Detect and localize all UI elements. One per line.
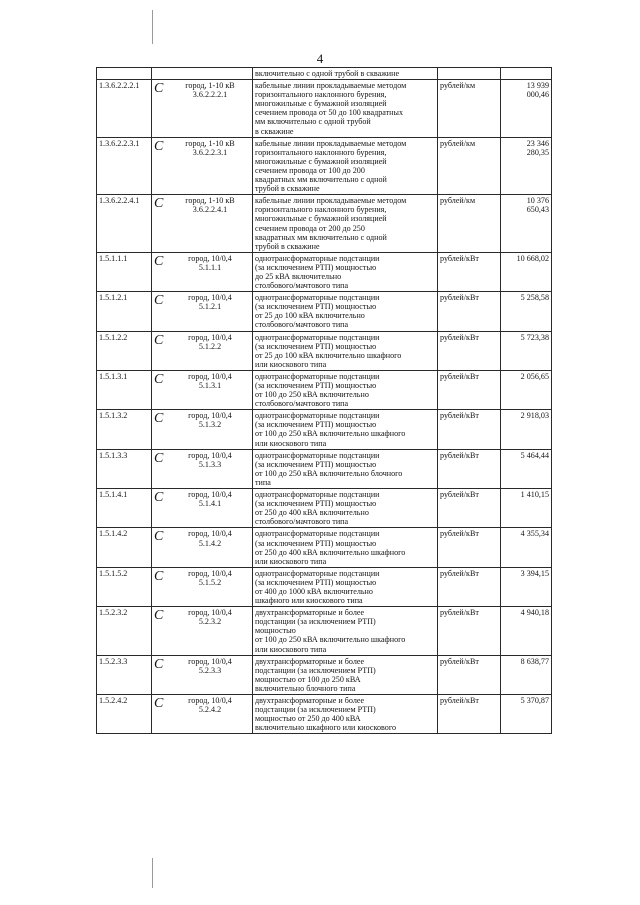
category-subcode: 3.6.2.2.4.1 [192, 205, 228, 215]
value-cell [501, 655, 552, 694]
value-cell [501, 410, 552, 449]
description-text: кабельные линии прокладываемые методом горизонтального наклонного бурения, многожильные с бумажной изоляцией сечением провода от 100 до 200 квадратных мм включительно с одной трубой в скважине [255, 138, 407, 194]
unit-cell [438, 68, 501, 80]
category-letter: С [154, 411, 164, 427]
code-cell [97, 331, 152, 370]
value-cell [501, 528, 552, 567]
category-cell [152, 68, 253, 80]
category-letter: С [154, 608, 164, 624]
category-letter: С [154, 332, 164, 348]
code-cell [97, 410, 152, 449]
table-row [97, 80, 552, 138]
row-code: 1.5.1.1.1 [99, 253, 128, 263]
description-cell [253, 292, 438, 331]
description-cell [253, 449, 438, 488]
code-cell [97, 80, 152, 138]
category-letter: С [154, 529, 164, 545]
category-subcode: 5.1.2.1 [198, 302, 222, 312]
value-cell [501, 489, 552, 528]
unit-text: рублей/км [440, 138, 476, 148]
description-text: двухтрансформаторные и более подстанции (за исключением РТП) мощностью от 100 до 250 кВА включительно блочного типа [255, 656, 376, 693]
category-letter: С [154, 656, 164, 672]
category-subcode: 3.6.2.2.2.1 [192, 90, 228, 100]
description-text: кабельные линии прокладываемые методом горизонтального наклонного бурения, многожильные с бумажной изоляцией сечением провода от 50 до 100 квадратных мм включительно с одной трубой в скважине [255, 81, 407, 136]
description-cell [253, 528, 438, 567]
category-label: город, 1-10 кВ [185, 81, 235, 91]
description-text: однотрансформаторные подстанции (за исключением РТП) мощностью от 25 до 100 кВА включительно шкафного или киоскового типа [255, 332, 402, 369]
value-cell [501, 292, 552, 331]
value-cell [501, 567, 552, 606]
category-letter: С [154, 490, 164, 506]
category-letter: С [154, 138, 164, 154]
value-cell [501, 695, 552, 734]
code-cell [97, 68, 152, 80]
unit-cell [438, 607, 501, 655]
category-label: город, 1-10 кВ [185, 138, 235, 148]
row-code: 1.3.6.2.2.2.1 [99, 81, 140, 91]
category-text [170, 657, 250, 675]
category-cell [152, 331, 253, 370]
value-cell [501, 68, 552, 80]
table-row [97, 292, 552, 331]
category-cell [152, 528, 253, 567]
unit-text: рублей/кВт [440, 411, 479, 421]
category-cell [152, 410, 253, 449]
page-number: 4 [316, 51, 324, 66]
category-cell [152, 80, 253, 138]
description-text: однотрансформаторные подстанции (за исключением РТП) мощностью от 100 до 250 кВА включительно шкафного или киоскового типа [255, 411, 406, 448]
category-subcode: 5.1.3.1 [198, 381, 222, 390]
category-label: город, 1-10 кВ [185, 196, 235, 206]
row-code: 1.5.1.4.2 [99, 529, 128, 539]
row-code: 1.5.2.3.3 [99, 656, 128, 666]
category-letter: С [154, 696, 164, 711]
category-subcode: 5.1.4.2 [198, 538, 222, 548]
category-label: город, 10/0,4 [188, 371, 232, 381]
description-cell [253, 567, 438, 606]
category-text [170, 411, 250, 429]
description-cell [253, 252, 438, 291]
code-cell [97, 528, 152, 567]
unit-text: рублей/кВт [440, 608, 479, 618]
category-cell [152, 292, 253, 331]
category-cell [152, 655, 253, 694]
category-label: город, 10/0,4 [188, 696, 232, 705]
category-letter: С [154, 371, 164, 387]
description-text: однотрансформаторные подстанции (за исключением РТП) мощностью от 25 до 100 кВА включительно столбового/мачтового типа [255, 293, 380, 330]
table-row [97, 410, 552, 449]
category-subcode: 5.2.3.3 [198, 665, 222, 675]
category-text [170, 608, 250, 626]
tariff-table-body [97, 68, 552, 734]
value-text: 13 939 000,46 [526, 81, 549, 100]
description-text: двухтрансформаторные и более подстанции (за исключением РТП) мощностью от 100 до 250 кВА включительно шкафного или киоскового типа [255, 608, 406, 654]
category-label: город, 10/0,4 [188, 332, 232, 342]
unit-cell [438, 370, 501, 409]
table-row [97, 331, 552, 370]
category-subcode: 5.1.5.2 [198, 577, 222, 587]
description-cell [253, 370, 438, 409]
description-cell [253, 80, 438, 138]
unit-cell [438, 449, 501, 488]
description-cell [253, 331, 438, 370]
description-text: однотрансформаторные подстанции (за исключением РТП) мощностью от 100 до 250 кВА включительно столбового/мачтового типа [255, 371, 380, 409]
category-letter: С [154, 450, 164, 466]
table-row [97, 528, 552, 567]
value-text: 4 355,34 [520, 529, 549, 539]
category-letter: С [154, 253, 164, 269]
scan-artifact-line [152, 858, 153, 888]
category-cell [152, 370, 253, 409]
description-text: однотрансформаторные подстанции (за исключением РТП) мощностью от 100 до 250 кВА включительно блочного типа [255, 450, 403, 487]
category-label: город, 10/0,4 [188, 656, 232, 666]
value-text: 10 668,02 [516, 253, 549, 263]
unit-cell [438, 331, 501, 370]
category-label: город, 10/0,4 [188, 293, 232, 303]
unit-text: рублей/кВт [440, 490, 479, 500]
row-code: 1.5.1.3.2 [99, 411, 128, 421]
value-cell [501, 195, 552, 253]
value-text: 23 346 280,35 [526, 138, 549, 157]
description-text: кабельные линии прокладываемые методом горизонтального наклонного бурения, многожильные с бумажной изоляцией сечением провода от 200 до 250 квадратных мм включительно с одной трубой в скважине [255, 196, 407, 251]
value-cell [501, 137, 552, 195]
row-code: 1.5.1.5.2 [99, 568, 128, 578]
category-label: город, 10/0,4 [188, 529, 232, 539]
value-cell [501, 80, 552, 138]
category-subcode: 5.1.2.2 [198, 341, 222, 351]
description-cell [253, 695, 438, 734]
category-text [170, 254, 250, 272]
description-text: однотрансформаторные подстанции (за исключением РТП) мощностью от 250 до 400 кВА включительно шкафного или киоскового типа [255, 529, 406, 566]
description-text: однотрансформаторные подстанции (за исключением РТП) мощностью от 400 до 1000 кВА включительно шкафного или киоскового типа [255, 568, 380, 606]
value-text: 5 370,87 [520, 696, 549, 705]
description-cell [253, 655, 438, 694]
row-code: 1.5.1.3.1 [99, 371, 128, 381]
table-row [97, 195, 552, 253]
category-text [170, 569, 250, 587]
value-text: 1 410,15 [520, 490, 549, 500]
value-text: 3 394,15 [520, 568, 549, 578]
code-cell [97, 655, 152, 694]
category-text [170, 372, 250, 390]
value-text: 4 940,18 [520, 608, 549, 618]
unit-cell [438, 252, 501, 291]
value-text: 5 723,38 [520, 332, 549, 342]
table-row [97, 607, 552, 655]
table-row [97, 695, 552, 734]
category-text [170, 81, 250, 99]
description-cell [253, 489, 438, 528]
table-row [97, 449, 552, 488]
category-text [170, 333, 250, 351]
description-text: включительно с одной трубой в скважине [255, 69, 400, 78]
unit-text: рублей/кВт [440, 568, 479, 578]
value-cell [501, 370, 552, 409]
description-text: однотрансформаторные подстанции (за исключением РТП) мощностью до 25 кВА включительно столбового/мачтового типа [255, 253, 380, 291]
category-cell [152, 567, 253, 606]
unit-text: рублей/кВт [440, 656, 479, 666]
category-subcode: 5.1.3.3 [198, 459, 222, 469]
code-cell [97, 370, 152, 409]
unit-cell [438, 528, 501, 567]
row-code: 1.5.2.3.2 [99, 608, 128, 618]
category-subcode: 5.2.4.2 [198, 705, 222, 715]
tariff-table [96, 67, 552, 734]
value-text: 2 918,03 [520, 411, 549, 421]
unit-cell [438, 292, 501, 331]
category-letter: С [154, 568, 164, 584]
category-letter: С [154, 196, 164, 212]
category-letter: С [154, 81, 164, 97]
table-row [97, 567, 552, 606]
code-cell [97, 137, 152, 195]
unit-text: рублей/км [440, 81, 476, 91]
description-cell [253, 137, 438, 195]
row-code: 1.5.1.4.1 [99, 490, 128, 500]
category-label: город, 10/0,4 [188, 490, 232, 500]
category-cell [152, 695, 253, 734]
code-cell [97, 252, 152, 291]
unit-cell [438, 567, 501, 606]
description-cell [253, 195, 438, 253]
category-text [170, 451, 250, 469]
table-row [97, 655, 552, 694]
category-cell [152, 252, 253, 291]
row-code: 1.5.1.2.1 [99, 293, 128, 303]
category-text [170, 139, 250, 157]
category-cell [152, 489, 253, 528]
unit-text: рублей/кВт [440, 332, 479, 342]
description-cell [253, 68, 438, 80]
category-subcode: 5.2.3.2 [198, 617, 222, 627]
table-row [97, 137, 552, 195]
table-row [97, 252, 552, 291]
code-cell [97, 195, 152, 253]
code-cell [97, 292, 152, 331]
unit-text: рублей/кВт [440, 293, 479, 303]
code-cell [97, 695, 152, 734]
value-text: 2 056,65 [520, 371, 549, 381]
code-cell [97, 607, 152, 655]
value-cell [501, 607, 552, 655]
value-cell [501, 331, 552, 370]
unit-cell [438, 137, 501, 195]
category-cell [152, 449, 253, 488]
value-cell [501, 252, 552, 291]
description-cell [253, 607, 438, 655]
value-cell [501, 449, 552, 488]
category-label: город, 10/0,4 [188, 450, 232, 460]
category-text [170, 529, 250, 547]
unit-cell [438, 655, 501, 694]
row-code: 1.3.6.2.2.3.1 [99, 138, 140, 148]
row-code: 1.5.2.4.2 [99, 696, 128, 705]
table-row [97, 370, 552, 409]
category-subcode: 5.1.1.1 [198, 262, 222, 272]
unit-text: рублей/км [440, 196, 476, 206]
value-text: 5 258,58 [520, 293, 549, 303]
description-text: двухтрансформаторные и более подстанции (за исключением РТП) мощностью от 250 до 400 кВА включительно шкафного или киоскового [255, 696, 397, 733]
category-text [170, 196, 250, 214]
description-text: однотрансформаторные подстанции (за исключением РТП) мощностью от 250 до 400 кВА включительно столбового/мачтового типа [255, 490, 380, 527]
code-cell [97, 449, 152, 488]
unit-cell [438, 80, 501, 138]
unit-cell [438, 695, 501, 734]
category-text [170, 293, 250, 311]
unit-text: рублей/кВт [440, 696, 479, 705]
category-subcode: 5.1.4.1 [198, 499, 222, 509]
unit-cell [438, 410, 501, 449]
category-label: город, 10/0,4 [188, 253, 232, 263]
unit-text: рублей/кВт [440, 450, 479, 460]
category-text [170, 490, 250, 508]
value-text: 8 638,77 [520, 656, 549, 666]
table-row [97, 489, 552, 528]
table-row-continuation [97, 68, 552, 80]
unit-text: рублей/кВт [440, 529, 479, 539]
category-cell [152, 137, 253, 195]
row-code: 1.3.6.2.2.4.1 [99, 196, 140, 206]
code-cell [97, 489, 152, 528]
row-code: 1.5.1.3.3 [99, 450, 128, 460]
scan-artifact-line [152, 10, 153, 44]
category-label: город, 10/0,4 [188, 411, 232, 421]
category-label: город, 10/0,4 [188, 568, 232, 578]
category-label: город, 10/0,4 [188, 608, 232, 618]
category-text [170, 696, 250, 714]
value-text: 5 464,44 [520, 450, 549, 460]
category-subcode: 3.6.2.2.3.1 [192, 147, 228, 157]
category-cell [152, 607, 253, 655]
unit-text: рублей/кВт [440, 253, 479, 263]
unit-text: рублей/кВт [440, 371, 479, 381]
category-subcode: 5.1.3.2 [198, 420, 222, 430]
value-text: 10 376 650,43 [526, 196, 549, 215]
category-letter: С [154, 293, 164, 309]
unit-cell [438, 195, 501, 253]
description-cell [253, 410, 438, 449]
code-cell [97, 567, 152, 606]
row-code: 1.5.1.2.2 [99, 332, 128, 342]
category-cell [152, 195, 253, 253]
unit-cell [438, 489, 501, 528]
